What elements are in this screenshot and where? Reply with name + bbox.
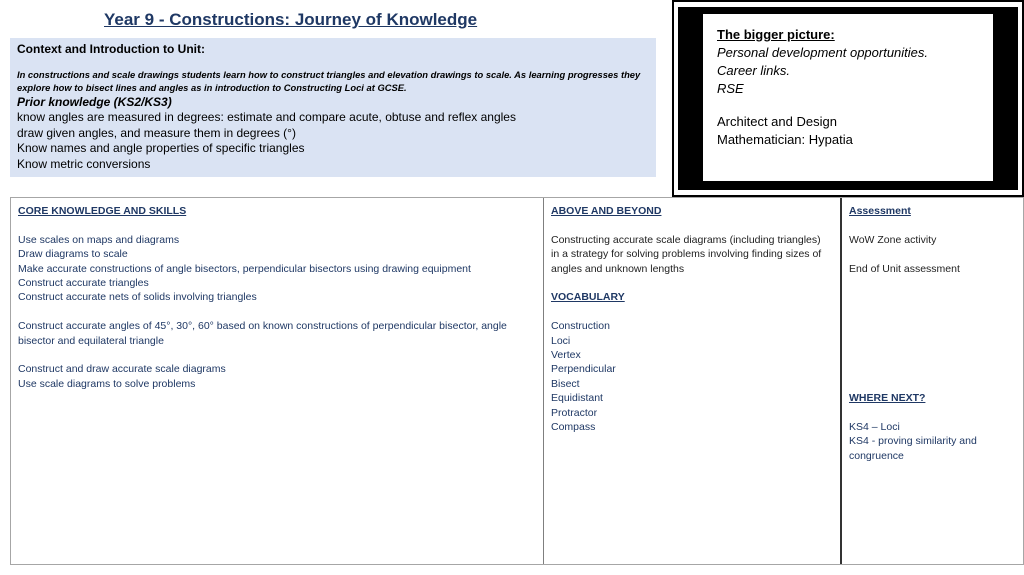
above-line: angles and unknown lengths (551, 262, 685, 275)
vocabulary-heading: VOCABULARY (551, 291, 625, 304)
bigger-picture-box (672, 0, 1024, 197)
above-beyond-column (544, 198, 842, 564)
context-panel (10, 38, 656, 177)
prior-item: Know metric conversions (17, 156, 151, 171)
core-item: Construct accurate triangles (18, 277, 149, 290)
core-item: bisector and equilateral triangle (18, 334, 164, 347)
above-line: Constructing accurate scale diagrams (including triangles) (551, 233, 821, 246)
assessment-item: WoW Zone activity (849, 233, 937, 246)
career-link: Mathematician: Hypatia (717, 132, 853, 147)
page-title: Year 9 - Constructions: Journey of Knowledge (104, 10, 478, 29)
core-item: Use scales on maps and diagrams (18, 233, 180, 246)
core-item: Construct accurate angles of 45°, 30°, 60° based on known constructions of perpendicular bisector, angle (18, 320, 507, 333)
prior-knowledge-heading: Prior knowledge (KS2/KS3) (17, 95, 172, 109)
bigger-picture-heading: The bigger picture: (717, 27, 835, 42)
above-heading: ABOVE AND BEYOND (551, 205, 662, 217)
where-next-item: KS4 - proving similarity and (849, 435, 977, 448)
vocab-item: Perpendicular (551, 363, 616, 376)
where-next-heading: WHERE NEXT? (849, 392, 926, 405)
vocab-item: Vertex (551, 349, 581, 362)
core-item: Draw diagrams to scale (18, 248, 128, 261)
vocab-item: Protractor (551, 406, 598, 419)
context-intro: In constructions and scale drawings students learn how to construct triangles and elevation drawings to scale. As learning progresses they explore how to bisect lines and angles as in introduction to Constructing Loci at GCSE. (17, 69, 641, 93)
vocab-item: Compass (551, 421, 596, 434)
vocab-item: Equidistant (551, 392, 603, 405)
prior-item: know angles are measured in degrees: estimate and compare acute, obtuse and reflex angles (17, 110, 516, 124)
prior-item: draw given angles, and measure them in degrees (°) (17, 125, 296, 140)
bigger-picture-frame (678, 7, 1018, 190)
assessment-heading: Assessment (849, 205, 911, 217)
where-next-item: KS4 – Loci (849, 420, 900, 433)
career-link: Architect and Design (717, 114, 837, 129)
core-item: Make accurate constructions of angle bisectors, perpendicular bisectors using drawing equipment (18, 262, 471, 275)
bigger-picture-line: RSE (717, 81, 744, 96)
core-knowledge-column (11, 198, 544, 564)
assessment-item: End of Unit assessment (849, 262, 960, 275)
core-item: Construct and draw accurate scale diagrams (18, 363, 226, 376)
vocab-item: Bisect (551, 377, 580, 390)
vocab-item: Loci (551, 334, 571, 347)
bigger-picture-content (703, 14, 993, 181)
core-item: Construct accurate nets of solids involving triangles (18, 291, 257, 304)
where-next-item: congruence (849, 449, 904, 462)
content-grid (10, 197, 1024, 565)
bigger-picture-line: Career links. (717, 63, 790, 78)
prior-item: Know names and angle properties of specific triangles (17, 141, 305, 155)
above-line: in a strategy for solving problems involving finding sizes of (551, 248, 822, 261)
core-heading: CORE KNOWLEDGE AND SKILLS (18, 205, 187, 217)
assessment-column (842, 198, 1023, 564)
vocab-item: Construction (551, 320, 610, 333)
bigger-picture-line: Personal development opportunities. (717, 45, 929, 60)
context-heading: Context and Introduction to Unit: (17, 42, 205, 56)
core-item: Use scale diagrams to solve problems (18, 377, 196, 390)
